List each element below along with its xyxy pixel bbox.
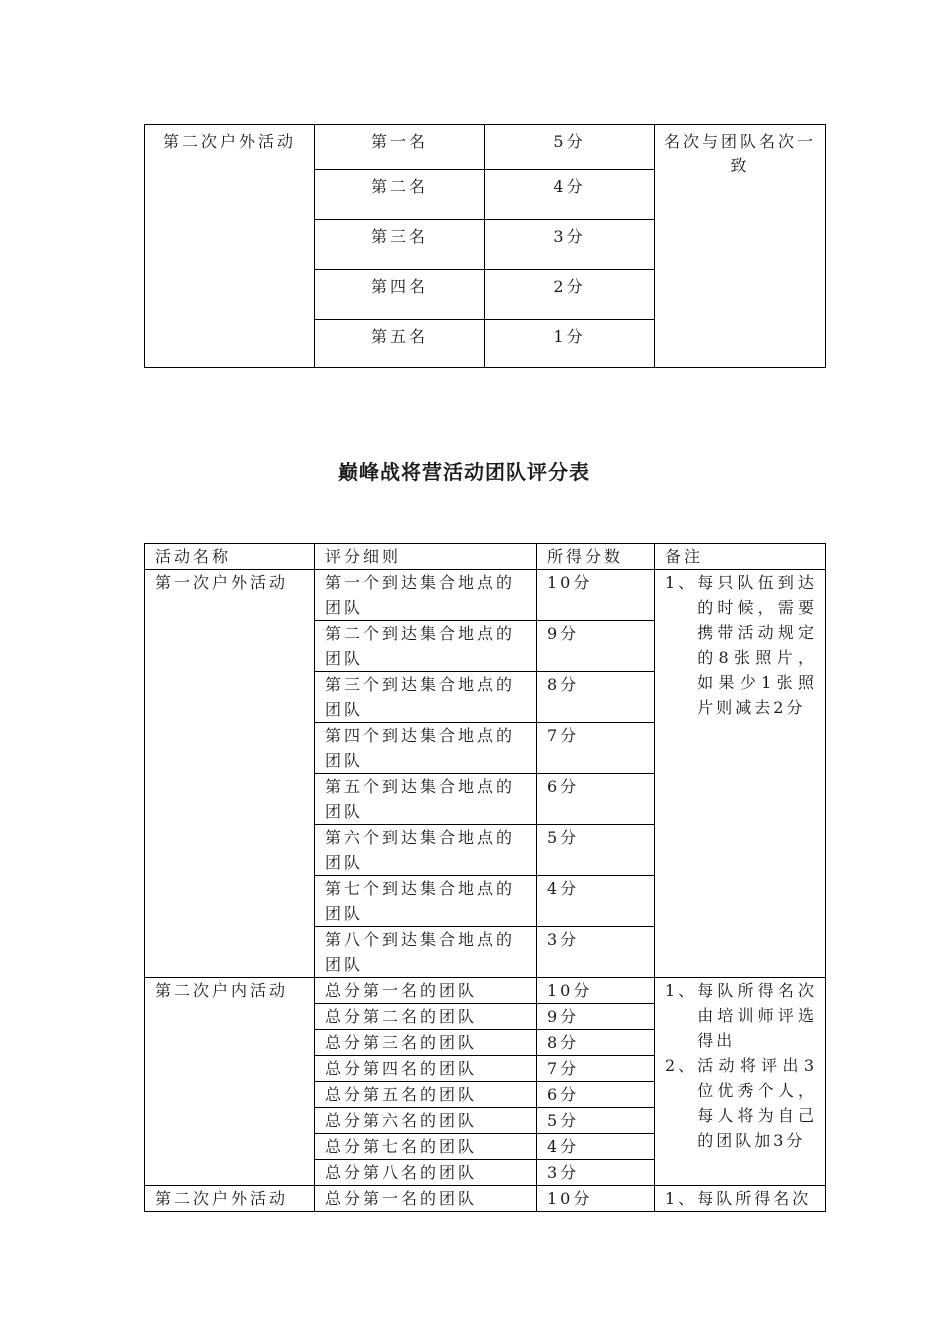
- note-text: 每只队伍到达的时候，需要携带活动规定的8张照片，如果少1张照片则减去2分: [697, 573, 817, 717]
- score-cell: 6分: [537, 1082, 655, 1108]
- header-activity: 活动名称: [145, 544, 315, 570]
- score-cell: 3分: [537, 1160, 655, 1186]
- note-item: [665, 1053, 817, 1153]
- note-number: 1、: [665, 1189, 698, 1208]
- note-cell: [655, 570, 826, 978]
- score-cell: 10分: [537, 978, 655, 1004]
- score-cell: 1分: [485, 320, 655, 368]
- rule-cell: 总分第五名的团队: [315, 1082, 537, 1108]
- activity-cell: 第二次户外活动: [145, 125, 315, 368]
- note-number: 1、: [665, 981, 698, 1000]
- rule-cell: 第七个到达集合地点的团队: [315, 876, 537, 927]
- score-cell: 5分: [537, 825, 655, 876]
- ranking-table-top: [144, 124, 826, 368]
- rule-cell: 第一个到达集合地点的团队: [315, 570, 537, 621]
- team-score-table: [144, 543, 826, 1212]
- score-cell: 7分: [537, 1056, 655, 1082]
- rule-cell: 总分第六名的团队: [315, 1108, 537, 1134]
- score-cell: 3分: [485, 220, 655, 270]
- rule-cell: 总分第三名的团队: [315, 1030, 537, 1056]
- score-cell: 8分: [537, 672, 655, 723]
- activity-cell: 第二次户外活动: [145, 1186, 315, 1212]
- rule-cell: 总分第二名的团队: [315, 1004, 537, 1030]
- rank-cell: 第一名: [315, 125, 485, 170]
- note-number: 1、: [665, 573, 698, 592]
- rule-cell: 总分第七名的团队: [315, 1134, 537, 1160]
- rule-cell: 第八个到达集合地点的团队: [315, 927, 537, 978]
- header-rule: 评分细则: [315, 544, 537, 570]
- note-cell: 名次与团队名次一致: [655, 125, 826, 368]
- note-text: 每队所得名次由培训师评选得出: [697, 981, 817, 1050]
- rule-cell: 总分第一名的团队: [315, 1186, 537, 1212]
- score-cell: 8分: [537, 1030, 655, 1056]
- note-number: 2、: [665, 1056, 698, 1075]
- score-cell: 4分: [485, 170, 655, 220]
- rank-cell: 第四名: [315, 270, 485, 320]
- score-cell: 3分: [537, 927, 655, 978]
- note-item: [665, 1186, 817, 1211]
- note-cell: [655, 1186, 826, 1212]
- score-cell: 6分: [537, 774, 655, 825]
- score-cell: 10分: [537, 570, 655, 621]
- score-cell: 4分: [537, 1134, 655, 1160]
- score-cell: 9分: [537, 1004, 655, 1030]
- activity-cell: 第一次户外活动: [145, 570, 315, 978]
- note-item: [665, 978, 817, 1053]
- score-cell: 7分: [537, 723, 655, 774]
- note-text: 每队所得名次: [697, 1189, 812, 1208]
- rank-cell: 第二名: [315, 170, 485, 220]
- note-text: 活动将评出3位优秀个人，每人将为自己的团队加3分: [697, 1056, 817, 1150]
- rule-cell: 第四个到达集合地点的团队: [315, 723, 537, 774]
- rank-cell: 第五名: [315, 320, 485, 368]
- activity-cell: 第二次户内活动: [145, 978, 315, 1186]
- rule-cell: 第三个到达集合地点的团队: [315, 672, 537, 723]
- note-item: [665, 570, 817, 720]
- rule-cell: 第六个到达集合地点的团队: [315, 825, 537, 876]
- score-cell: 2分: [485, 270, 655, 320]
- score-cell: 4分: [537, 876, 655, 927]
- rule-cell: 总分第四名的团队: [315, 1056, 537, 1082]
- score-cell: 5分: [485, 125, 655, 170]
- rule-cell: 总分第一名的团队: [315, 978, 537, 1004]
- header-score: 所得分数: [537, 544, 655, 570]
- score-cell: 10分: [537, 1186, 655, 1212]
- rule-cell: 总分第八名的团队: [315, 1160, 537, 1186]
- header-row: [145, 544, 826, 570]
- score-cell: 9分: [537, 621, 655, 672]
- rule-cell: 第五个到达集合地点的团队: [315, 774, 537, 825]
- header-note: 备注: [655, 544, 826, 570]
- note-cell: [655, 978, 826, 1186]
- rank-cell: 第三名: [315, 220, 485, 270]
- score-cell: 5分: [537, 1108, 655, 1134]
- page-title: 巅峰战将营活动团队评分表: [338, 460, 590, 484]
- rule-cell: 第二个到达集合地点的团队: [315, 621, 537, 672]
